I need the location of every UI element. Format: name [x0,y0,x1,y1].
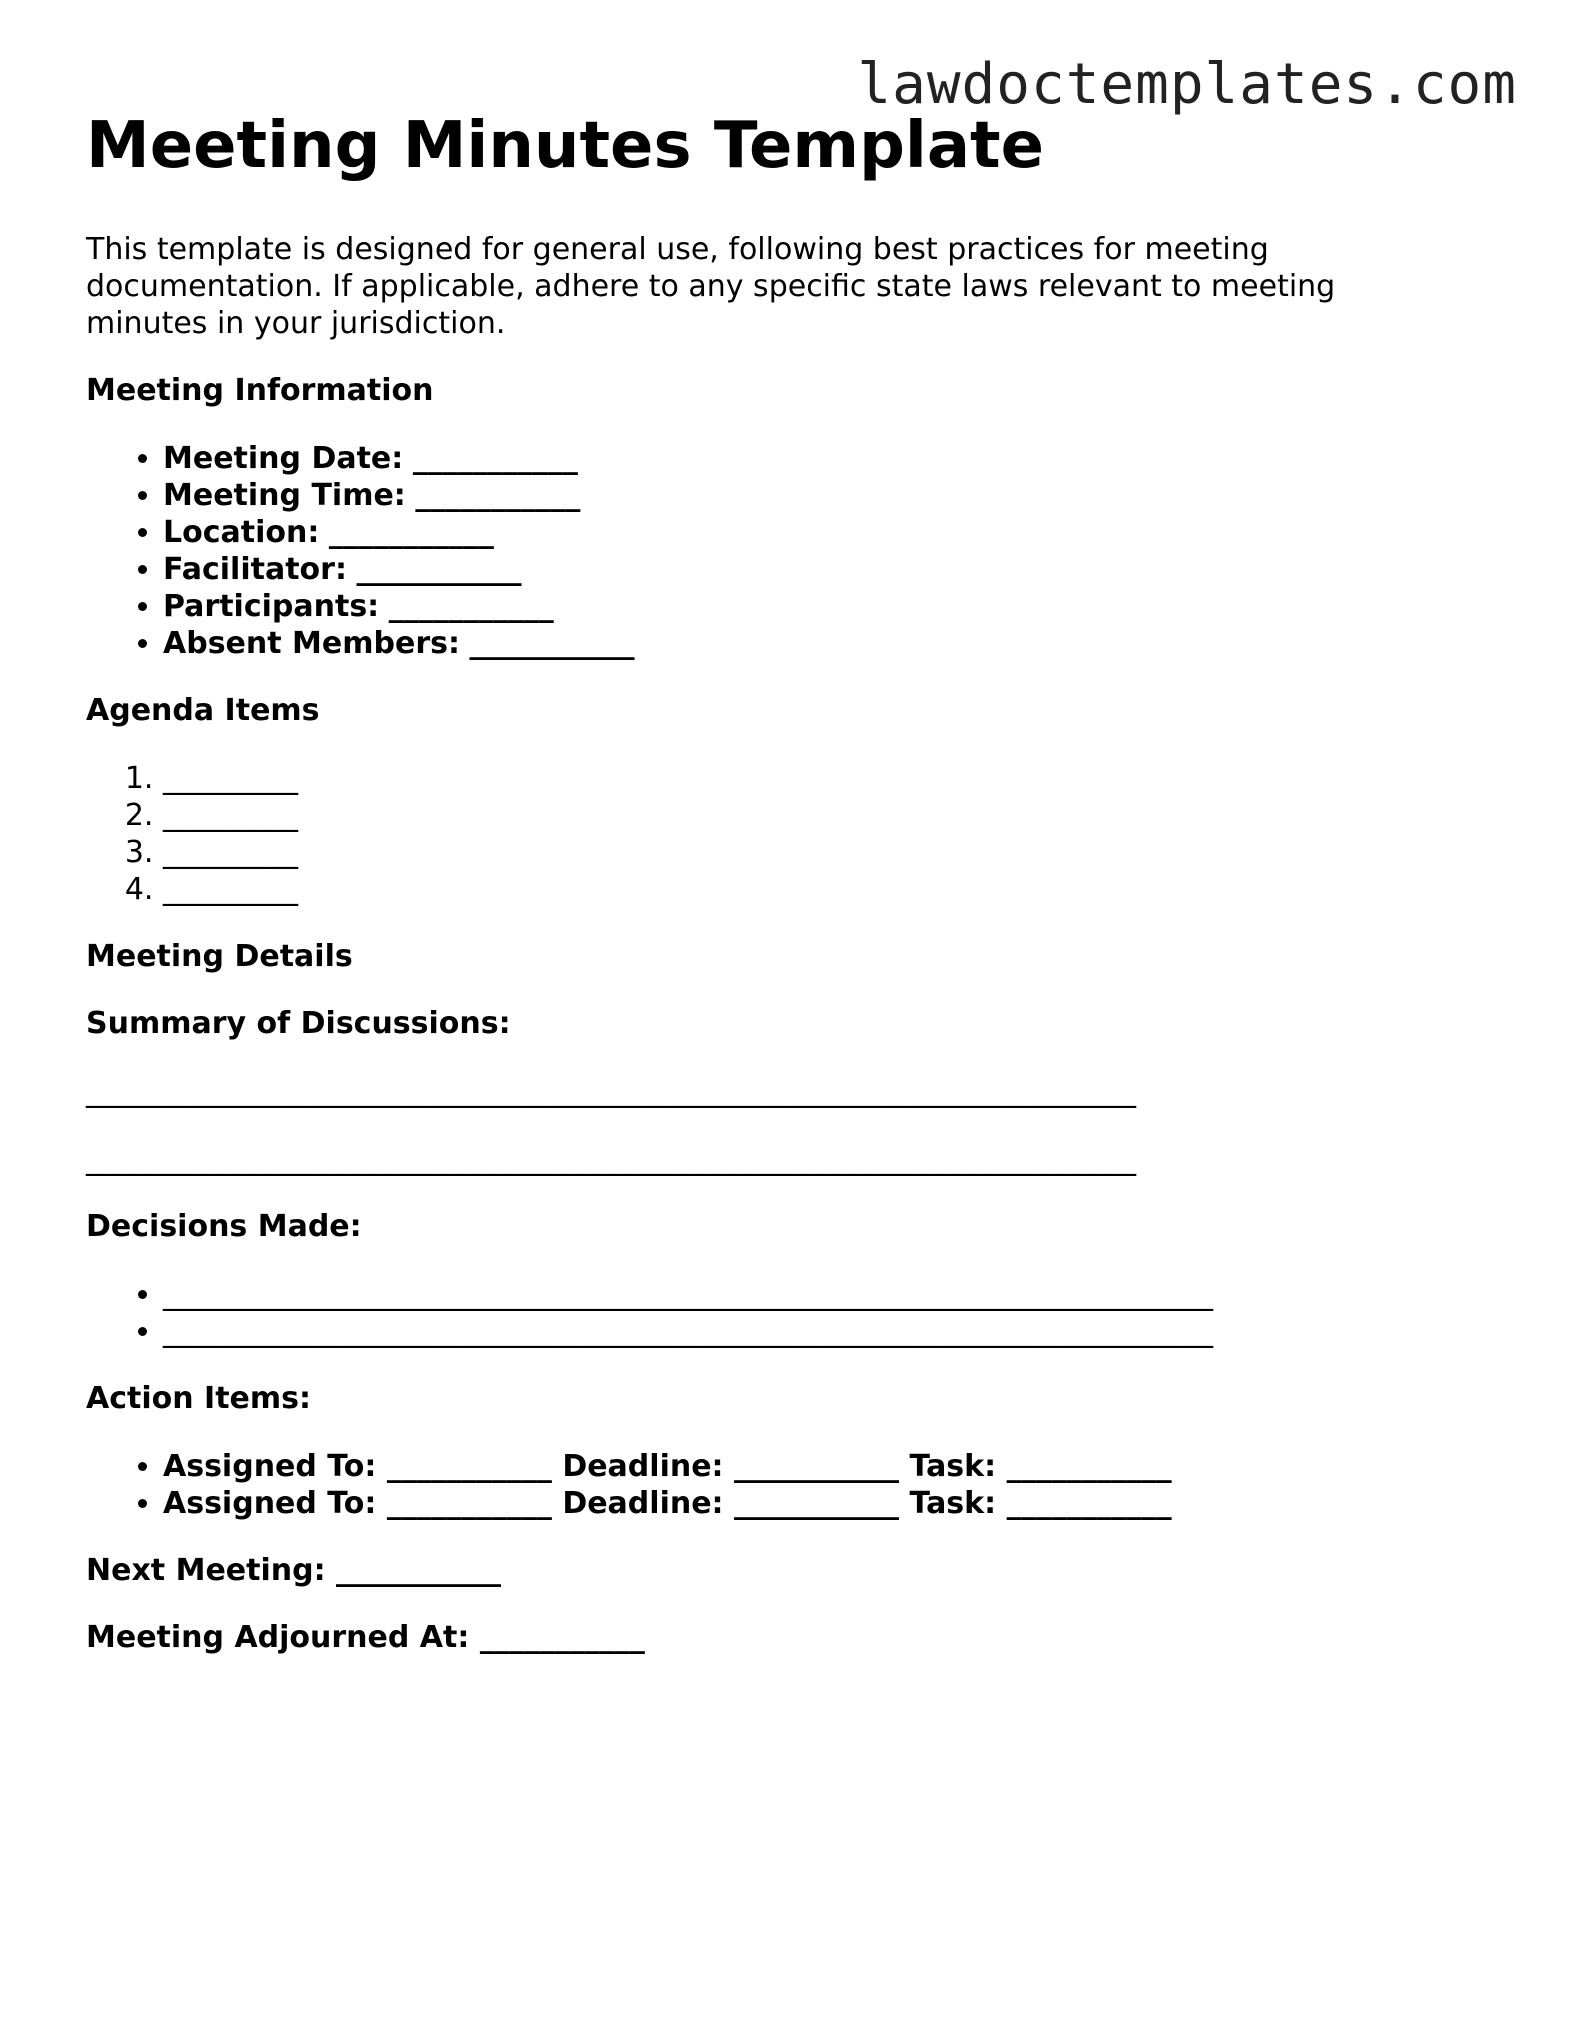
meeting-information-list [86,440,1506,662]
summary-line: ______________________________________________________________________ [86,1073,1136,1109]
list-item [163,477,1506,514]
field-label: Participants: [163,588,380,624]
field-blank: ___________ [328,514,494,550]
assigned-blank: ___________ [386,1448,552,1484]
next-meeting-blank: ___________ [336,1552,502,1588]
field-label: Location: [163,514,320,550]
list-item: 1. _________ [163,760,1506,797]
list-item: 3. _________ [163,834,1506,871]
field-label: Facilitator: [163,551,347,587]
adjourned-row [86,1619,1506,1656]
action-items-list [86,1448,1506,1522]
agenda-items-list [86,760,1506,908]
agenda-items-heading: Agenda Items [86,692,320,728]
meeting-details-heading: Meeting Details [86,938,353,974]
deadline-label: Deadline: [562,1485,724,1521]
list-item [163,588,1506,625]
field-blank: ___________ [388,588,554,624]
summary-line: ______________________________________________________________________ [86,1141,1136,1177]
field-label: Meeting Time: [163,477,406,513]
field-label: Meeting Date: [163,440,404,476]
field-label: Absent Members: [163,625,460,661]
field-blank: ___________ [356,551,522,587]
list-item [163,551,1506,588]
next-meeting-row [86,1552,1506,1589]
task-label: Task: [909,1448,997,1484]
action-items-heading: Action Items: [86,1380,311,1416]
list-item: • ______________________________________________________________________ [163,1313,1506,1350]
field-blank: ___________ [412,440,578,476]
list-item: 2. _________ [163,797,1506,834]
list-item [163,625,1506,662]
page-title: Meeting Minutes Template [86,109,1044,183]
list-item [163,1485,1506,1522]
assigned-label: Assigned To: [163,1448,377,1484]
summary-heading: Summary of Discussions: [86,1005,511,1041]
assigned-label: Assigned To: [163,1485,377,1521]
list-item: • ______________________________________________________________________ [163,1276,1506,1313]
adjourned-label: Meeting Adjourned At: [86,1619,470,1655]
list-item [163,440,1506,477]
task-label: Task: [909,1485,997,1521]
deadline-blank: ___________ [734,1448,900,1484]
decisions-heading: Decisions Made: [86,1208,362,1244]
assigned-blank: ___________ [386,1485,552,1521]
site-watermark: lawdoctemplates.com [857,52,1517,117]
task-blank: ___________ [1006,1448,1172,1484]
field-blank: ___________ [469,625,635,661]
list-item: 4. _________ [163,871,1506,908]
intro-paragraph: This template is designed for general use, following best practices for meeting documentation. If applicable, adhere to any specific state laws relevant to meeting minutes in your jurisdiction. [86,231,1336,341]
decisions-list [86,1276,1506,1350]
list-item [163,1448,1506,1485]
deadline-blank: ___________ [734,1485,900,1521]
deadline-label: Deadline: [562,1448,724,1484]
meeting-information-heading: Meeting Information [86,372,434,408]
document-page [86,108,1506,1656]
task-blank: ___________ [1006,1485,1172,1521]
field-blank: ___________ [415,477,581,513]
list-item [163,514,1506,551]
next-meeting-label: Next Meeting: [86,1552,326,1588]
adjourned-blank: ___________ [479,1619,645,1655]
